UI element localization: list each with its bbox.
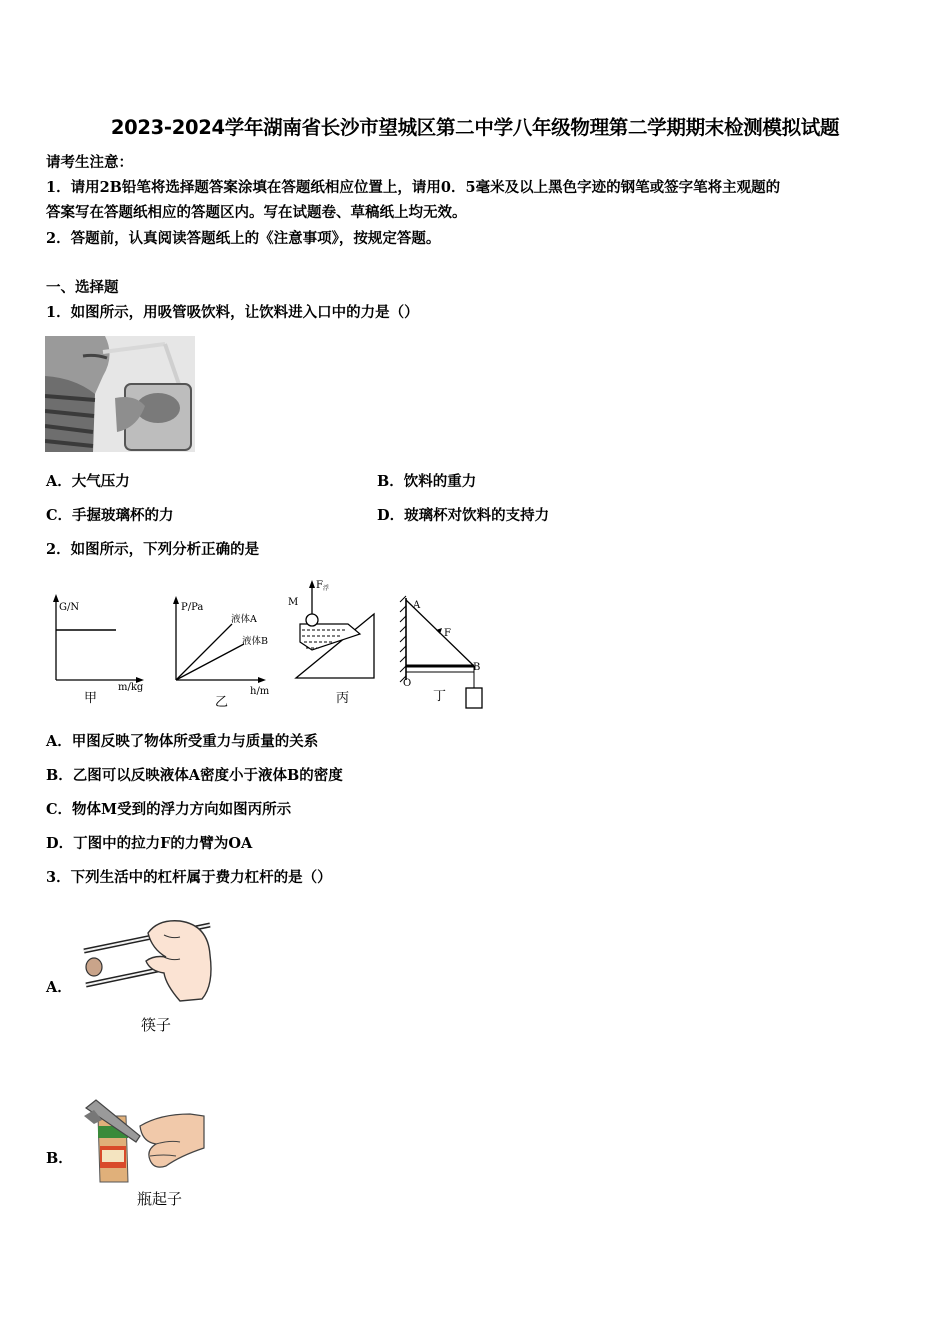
fig-ding-point-o: O — [403, 678, 412, 689]
q1-option-b: B．饮料的重力 — [377, 473, 477, 490]
q1-option-c: C．手握玻璃杯的力 — [46, 507, 174, 524]
chopsticks-caption: 筷子 — [141, 1016, 172, 1034]
q1-drinking-straw-photo — [45, 336, 195, 452]
fig-jia-xlabel: m/kg — [118, 682, 144, 693]
fig-jia — [53, 594, 144, 706]
fig-bing — [288, 580, 374, 706]
q2-option-c: C．物体M受到的浮力方向如图丙所示 — [46, 801, 292, 818]
fig-jia-ylabel: G/N — [59, 602, 80, 613]
fig-ding-force-f: F — [444, 628, 451, 639]
q2-option-a: A．甲图反映了物体所受重力与质量的关系 — [46, 733, 319, 750]
q3-stem: 3．下列生活中的杠杆属于费力杠杆的是（） — [46, 869, 332, 886]
object-m — [306, 614, 318, 626]
fig-yi-label-b: 液体B — [242, 636, 268, 647]
fig-ding-caption: 丁 — [433, 689, 447, 704]
notice-heading: 请考生注意： — [46, 154, 133, 171]
bottle-opener-image — [80, 1096, 210, 1184]
notice-line-2: 2．答题前，认真阅读答题纸上的《注意事项》，按规定答题。 — [46, 230, 441, 247]
q1-stem: 1．如图所示，用吸管吸饮料，让饮料进入口中的力是（） — [46, 304, 419, 321]
hanging-weight — [466, 688, 482, 708]
notice-line-1: 1．请用2B铅笔将选择题答案涂填在答题纸相应位置上，请用0．5毫米及以上黑色字迹的钢笔或签字笔将主观题的 — [46, 179, 781, 196]
notice-line-1b: 答案写在答题纸相应的答题区内。写在试题卷、草稿纸上均无效。 — [46, 204, 467, 221]
q3-option-a-label: A． — [46, 979, 72, 996]
bottle-opener-caption: 瓶起子 — [137, 1190, 183, 1208]
q2-option-b: B．乙图可以反映液体A密度小于液体B的密度 — [46, 767, 343, 784]
fig-yi-ylabel: P/Pa — [181, 602, 204, 613]
fig-ding-point-b: B — [473, 662, 481, 673]
line-liquid-a — [176, 624, 232, 680]
fig-bing-object-label: M — [288, 597, 299, 608]
fig-yi — [173, 596, 270, 710]
q2-stem: 2．如图所示，下列分析正确的是 — [46, 541, 260, 558]
page-title: 2023-2024学年湖南省长沙市望城区第二中学八年级物理第二学期期末检测模拟试题 — [110, 116, 840, 139]
q1-option-d: D．玻璃杯对饮料的支持力 — [377, 507, 550, 524]
fig-ding — [400, 596, 482, 708]
fig-bing-force-sub: 浮 — [323, 585, 330, 592]
fig-bing-force: F — [316, 580, 323, 591]
section-heading: 一、选择题 — [46, 279, 119, 296]
q2-option-d: D．丁图中的拉力F的力臂为OA — [46, 835, 253, 852]
q2-figure-panels — [44, 572, 504, 714]
fig-yi-caption: 乙 — [215, 695, 229, 710]
fig-yi-xlabel: h/m — [250, 686, 270, 697]
fig-ding-point-a: A — [413, 600, 421, 611]
fig-jia-caption: 甲 — [84, 691, 98, 706]
fig-bing-caption: 丙 — [336, 691, 350, 706]
fig-yi-label-a: 液体A — [231, 614, 257, 625]
q3-option-b-label: B． — [46, 1150, 73, 1167]
chopsticks-image — [80, 915, 215, 1003]
q1-option-a: A．大气压力 — [46, 473, 130, 490]
line-liquid-b — [176, 644, 244, 680]
